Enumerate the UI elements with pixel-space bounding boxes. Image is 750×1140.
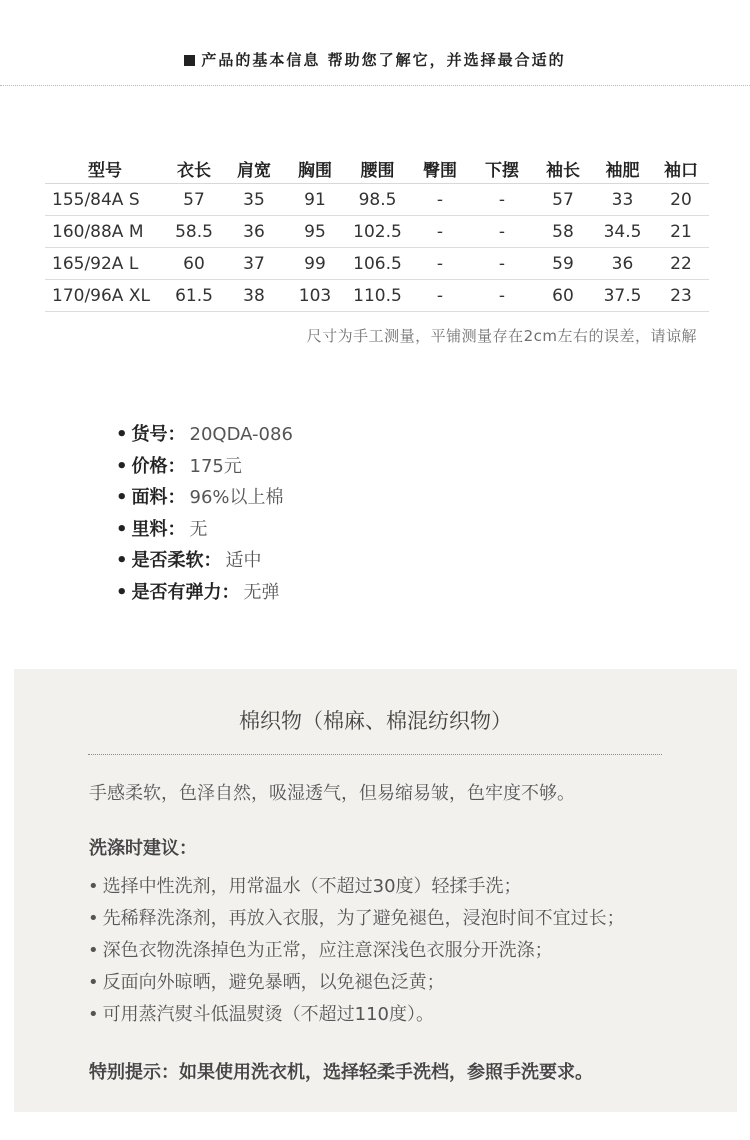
wash-step-text: 可用蒸汽熨斗低温熨烫（不超过110度）。 [102,1004,434,1025]
table-cell: 160/88A M [45,216,165,248]
table-cell: 60 [534,280,592,312]
table-cell: 23 [653,280,709,312]
column-header: 袖口 [653,153,709,184]
table-cell: - [410,248,470,280]
table-cell: 155/84A S [45,184,165,216]
table-cell: 95 [285,216,345,248]
bullet-icon: • [88,972,99,993]
info-colon: ： [203,550,222,572]
measurement-note: 尺寸为手工测量，平铺测量存在2cm左右的误差，请谅解 [306,327,697,345]
table-cell: - [410,280,470,312]
info-label: 是否柔软 [131,550,204,572]
table-cell: - [470,280,534,312]
wash-step-text: 深色衣物洗涤掉色为正常，应注意深浅色衣服分开洗涤； [102,940,553,961]
special-tip: 特别提示：如果使用洗衣机，选择轻柔手洗档，参照手洗要求。 [89,1062,593,1083]
table-cell: 33 [592,184,653,216]
table-cell: 91 [285,184,345,216]
fabric-description: 手感柔软，色泽自然，吸湿透气，但易缩易皱，色牢度不够。 [89,783,575,804]
size-table-header-row [45,153,709,184]
column-header: 袖长 [534,153,592,184]
table-cell: 102.5 [345,216,410,248]
info-value: 96%以上棉 [189,487,284,509]
size-table [45,153,709,312]
table-row [45,248,709,280]
product-info-list [116,419,293,609]
product-info-item [116,451,293,483]
info-label: 面料 [131,487,168,509]
bullet-icon: • [116,487,128,509]
table-cell: 103 [285,280,345,312]
table-row [45,216,709,248]
info-label: 货号 [131,424,168,445]
info-label: 是否有弹力 [131,581,222,603]
info-colon: ： [167,487,186,509]
bullet-icon: • [88,1004,99,1025]
bullet-icon: • [88,908,99,929]
info-colon: ： [167,424,186,445]
column-header: 肩宽 [223,153,285,184]
column-header: 腰围 [345,153,410,184]
bullet-icon: • [88,940,99,961]
info-value: 适中 [225,550,262,572]
bullet-icon: • [116,581,128,603]
bullet-icon: • [116,455,128,477]
info-label: 价格 [131,455,168,477]
wash-advice-heading: 洗涤时建议： [89,838,197,859]
table-cell: 58 [534,216,592,248]
table-cell: 99 [285,248,345,280]
list-item [88,999,625,1031]
section-header [0,0,750,86]
table-cell: 58.5 [165,216,223,248]
info-colon: ： [221,581,240,603]
wash-steps-list [88,871,625,1031]
section-title-text: 产品的基本信息 帮助您了解它，并选择最合适的 [201,51,566,69]
bullet-icon: • [116,424,128,445]
table-cell: 35 [223,184,285,216]
info-value: 20QDA-086 [189,424,293,445]
bullet-icon: • [116,518,128,540]
section-title [0,49,750,70]
table-cell: 34.5 [592,216,653,248]
info-label: 里料 [131,518,168,540]
product-info-item [116,545,293,577]
table-cell: 38 [223,280,285,312]
table-cell: 60 [165,248,223,280]
info-colon: ： [167,455,186,477]
product-info-item [116,482,293,514]
wash-step-text: 选择中性洗剂，用常温水（不超过30度）轻揉手洗； [102,876,522,897]
product-info-item [116,577,293,609]
table-cell: - [470,248,534,280]
table-cell: 37.5 [592,280,653,312]
list-item [88,903,625,935]
table-cell: 98.5 [345,184,410,216]
table-cell: - [410,216,470,248]
wash-step-text: 先稀释洗涤剂，再放入衣服，为了避免褪色，浸泡时间不宜过长； [102,908,625,929]
column-header: 臀围 [410,153,470,184]
list-item [88,935,625,967]
bullet-icon: • [88,876,99,897]
table-row [45,280,709,312]
product-info-item [116,419,293,451]
table-cell: 170/96A XL [45,280,165,312]
info-value: 175元 [189,455,242,477]
column-header: 型号 [45,153,165,184]
table-cell: 36 [223,216,285,248]
table-cell: - [410,184,470,216]
care-instructions-panel [14,669,737,1112]
table-cell: 20 [653,184,709,216]
table-cell: 57 [534,184,592,216]
column-header: 袖肥 [592,153,653,184]
column-header: 下摆 [470,153,534,184]
column-header: 胸围 [285,153,345,184]
table-cell: 22 [653,248,709,280]
table-cell: 37 [223,248,285,280]
table-cell: 61.5 [165,280,223,312]
bullet-icon: • [116,550,128,572]
square-bullet-icon [184,55,195,66]
list-item [88,967,625,999]
list-item [88,871,625,903]
table-cell: 165/92A L [45,248,165,280]
table-row [45,184,709,216]
table-cell: - [470,216,534,248]
care-title: 棉织物（棉麻、棉混纺织物） [239,709,512,733]
table-cell: 106.5 [345,248,410,280]
info-value: 无弹 [243,581,280,603]
table-cell: 21 [653,216,709,248]
info-value: 无 [189,518,208,540]
wash-step-text: 反面向外晾晒，避免暴晒，以免褪色泛黄； [102,972,445,993]
dotted-divider [0,85,750,86]
table-cell: - [470,184,534,216]
table-cell: 36 [592,248,653,280]
table-cell: 57 [165,184,223,216]
info-colon: ： [167,518,186,540]
dotted-divider [88,754,662,755]
table-cell: 59 [534,248,592,280]
product-info-item [116,514,293,546]
table-cell: 110.5 [345,280,410,312]
column-header: 衣长 [165,153,223,184]
